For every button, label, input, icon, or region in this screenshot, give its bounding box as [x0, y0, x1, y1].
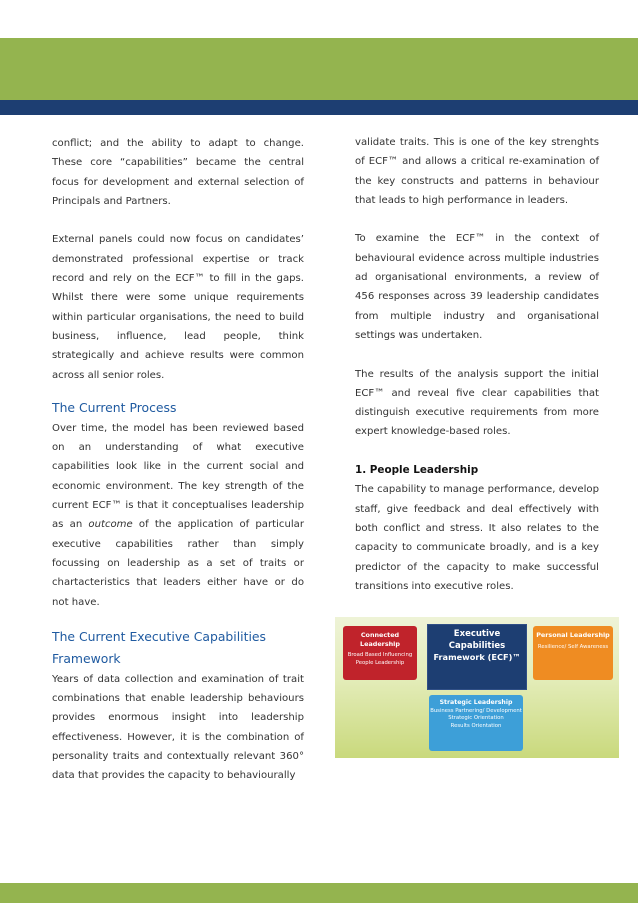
left-text-column — [52, 134, 304, 786]
heading-current-process: The Current Process — [52, 399, 177, 415]
connected-leadership-box — [343, 626, 417, 680]
connected-leadership-title: Connected Leadership — [360, 631, 400, 648]
emphasis-outcome: outcome — [88, 519, 133, 531]
right-paragraph-4: The capability to manage performance, develop staff, give feedback and deal effectively with both conflict and stress. It also relates to the capacity to communicate broadly, and is a key predictor of the capacity to make successful transitions into executive roles. — [355, 484, 599, 592]
strategic-leadership-title: Strategic Leadership — [439, 699, 513, 706]
strategic-leadership-item-1: Business Partnering/ Development — [430, 707, 522, 714]
left-paragraph-4: Years of data collection and examination of trait combinations that enable leadership behaviours provides enormous insight into leadership effectiveness. However, it is the combination of personality traits and contextually relevant 360° data that provides the capacity to behaviourally — [52, 673, 304, 782]
left-paragraph-3: Over time, the model has been reviewed based on an understanding of what executive capabilities look like in the current social and economic environment. The key strength of the current ECF™ is that it conceptualises leadership as an outcome of the application of particular executive capabilities rather than simply focussing on leadership as a set of traits or chartacteristics that leaders either have or do not have. — [52, 422, 304, 608]
executive-capabilities-subtitle: Framework (ECF)™ — [433, 652, 521, 662]
strategic-leadership-item-2: Strategic Orientation — [448, 715, 504, 722]
executive-capabilities-title: Executive Capabilities — [448, 629, 506, 651]
personal-leadership-subtitle: Resilience/ Self Awareness — [537, 643, 609, 650]
heading-people-leadership: 1. People Leadership — [355, 464, 479, 477]
ecf-diagram — [335, 617, 619, 758]
connected-leadership-subtitle: Broad Based Influencing People Leadership — [347, 652, 413, 666]
personal-leadership-box — [533, 626, 613, 680]
heading-current-framework: The Current Executive Capabilities Framework — [52, 628, 266, 666]
footer-green-band — [0, 883, 638, 903]
right-paragraph-3: The results of the analysis support the initial ECF™ and reveal five clear capabilities that distinguish executive requirements from more expert knowledge-based roles. — [355, 368, 599, 438]
personal-leadership-title: Personal Leadership — [536, 631, 610, 639]
strategic-leadership-item-3: Results Orientation — [450, 722, 502, 729]
right-paragraph-1: validate traits. This is one of the key strenghts of ECF™ and allows a critical re-examination of the key constructs and patterns in behaviour that leads to high performance in leaders. — [355, 137, 599, 206]
left-paragraph-1: conflict; and the ability to adapt to change. These core “capabilities” became the central focus for development and external selection of Principals and Partners. — [52, 138, 304, 207]
strategic-leadership-box — [429, 695, 523, 751]
executive-capabilities-box — [427, 624, 527, 690]
header-navy-strip — [0, 100, 638, 115]
right-text-column — [355, 133, 599, 596]
left-paragraph-2: External panels could now focus on candidates’ demonstrated professional expertise or track record and rely on the ECF™ to fill in the gaps. Whilst there were some unique requirements within particular organisations, the need to build business, influence, lead people, think strategically and achieve results were common across all senior roles. — [52, 234, 304, 381]
right-paragraph-2: To examine the ECF™ in the context of behavioural evidence across multiple industries ad organisational environments, a review of 456 responses across 39 leadership candidates from multiple industry and organisational settings was undertaken. — [355, 233, 599, 341]
header-green-band — [0, 38, 638, 100]
